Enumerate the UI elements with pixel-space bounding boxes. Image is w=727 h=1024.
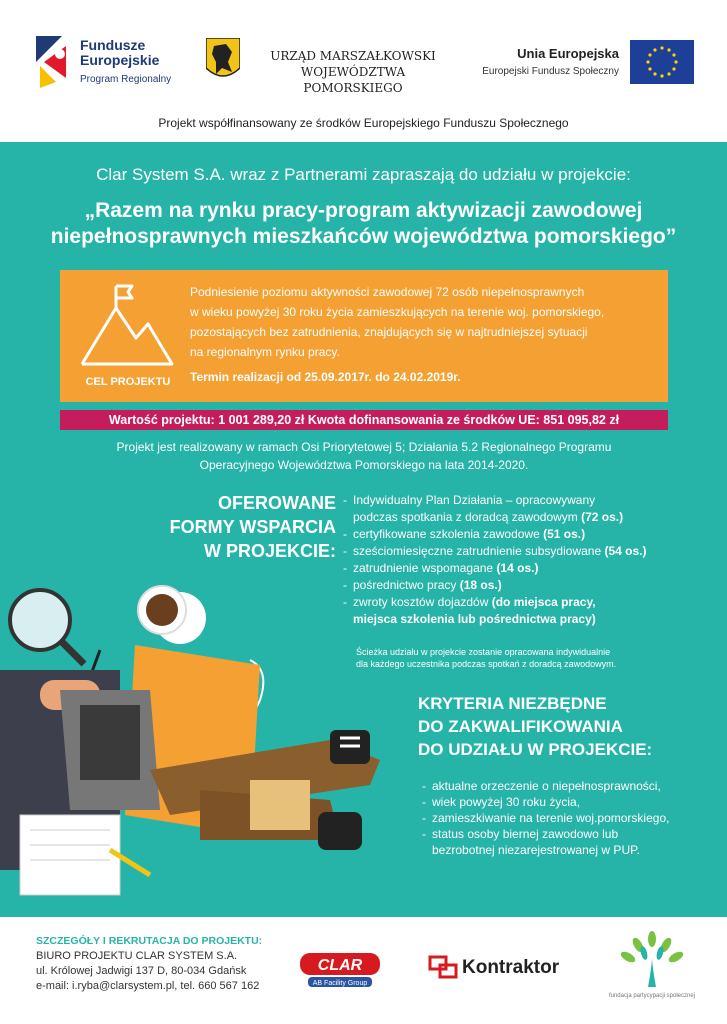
envelope-icon <box>250 780 310 830</box>
kontraktor-text: Kontraktor <box>462 957 560 978</box>
kryteria-heading <box>418 692 652 761</box>
fundacja-logo <box>608 927 696 1017</box>
krit-text: status osoby biernej zawodowo lub <box>432 827 619 841</box>
osi-line1: Projekt jest realizowany w ramach Osi Priorytetowej 5; Działania 5.2 Regionalnego Programu <box>116 440 612 454</box>
ue-title: Unia Europejska <box>517 46 619 61</box>
clar-top: CLAR <box>317 957 363 974</box>
krit-line: KRYTERIA NIEZBĘDNE <box>418 694 607 713</box>
cel-desc-line: pozostających bez zatrudnienia, znajdujących się w najtrudniejszej sytuacji <box>190 325 588 339</box>
support-text: zwroty kosztów dojazdów <box>353 595 492 609</box>
krit-item <box>420 778 710 794</box>
fundacja-caption: fundacja partycypacji społecznej <box>608 993 696 999</box>
path-line2: dla każdego uczestnika podczas spotkań z doradcą zawodowym. <box>356 659 617 669</box>
support-count: (72 os.) <box>581 510 624 524</box>
krit-item <box>420 794 710 810</box>
fundusze-europejskie-logo <box>36 34 196 90</box>
clar-bottom: AB Facility Group <box>312 980 368 987</box>
project-title <box>30 198 697 250</box>
krit-item <box>420 842 710 858</box>
krit-text: aktualne orzeczenie o niepełnosprawności, <box>432 779 661 793</box>
term-text: Termin realizacji od 25.09.2017r. do 24.02.2019r. <box>190 370 461 384</box>
support-count: (18 os.) <box>459 578 502 592</box>
pomorskie-logo <box>206 38 456 95</box>
pomorskie-text <box>258 48 448 96</box>
cel-projektu-box <box>60 270 668 402</box>
pomorskie-line2: WOJEWÓDZTWA POMORSKIEGO <box>300 65 406 95</box>
cel-desc-line: Podniesienie poziomu aktywności zawodowej 72 osób niepełnosprawnych <box>190 285 585 299</box>
cel-desc-line: na regionalnym rynku pracy. <box>190 345 340 359</box>
magnifier-icon <box>10 590 70 650</box>
krit-item <box>420 826 710 842</box>
fe-title: Fundusze Europejskie <box>80 37 160 68</box>
fe-subtitle: Program Regionalny <box>80 74 172 85</box>
footer-address: ul. Królowej Jadwigi 137 D, 80-034 Gdańsk <box>36 965 247 977</box>
footer-office: BIURO PROJEKTU CLAR SYSTEM S.A. <box>36 950 238 962</box>
support-count: miejsca szkolenia lub pośrednictwa pracy) <box>353 612 596 626</box>
footer-contact: e-mail: i.ryba@clarsystem.pl, tel. 660 567 162 <box>36 980 260 992</box>
support-text: sześciomiesięczne zatrudnienie subsydiowane <box>353 544 605 558</box>
project-value-bar: Wartość projektu: 1 001 289,20 zł Kwota dofinansowania ze środków UE: 851 095,82 zł <box>60 410 668 430</box>
krit-line: DO ZAKWALIFIKOWANIA <box>418 717 623 736</box>
osi-text <box>60 438 668 474</box>
cel-description <box>190 282 660 362</box>
support-count: (14 os.) <box>496 561 539 575</box>
griffin-crest-icon <box>206 38 240 84</box>
ofer-line: OFEROWANE <box>217 493 336 513</box>
project-title-line1: „Razem na rynku pracy-program aktywizacji zawodowej <box>84 199 643 222</box>
support-item <box>341 509 701 526</box>
tree-icon <box>608 927 696 991</box>
project-title-line2: niepełnosprawnych mieszkańców województwa pomorskiego” <box>50 225 677 248</box>
ofer-line: FORMY WSPARCIA <box>169 517 336 537</box>
kontraktor-logo <box>428 947 588 987</box>
clar-logo-icon <box>298 951 382 991</box>
laptop-person-illustration <box>0 540 400 917</box>
kryteria-list <box>420 778 710 858</box>
footer <box>0 917 727 1024</box>
ue-subtitle: Europejski Fundusz Społeczny <box>482 66 619 77</box>
support-item <box>341 492 701 509</box>
support-count: (51 os.) <box>543 527 586 541</box>
pomorskie-line1: URZĄD MARSZAŁKOWSKI <box>270 49 436 63</box>
krit-text: zamieszkiwanie na terenie woj.pomorskiego, <box>432 811 670 825</box>
osi-line2: Operacyjnego Województwa Pomorskiego na lata 2014-2020. <box>199 458 529 472</box>
support-count: (do miejsca pracy, <box>491 595 596 609</box>
ofer-line: W PROJEKCIE: <box>203 541 336 561</box>
krit-item <box>420 810 710 826</box>
cel-label: CEL PROJEKTU <box>85 376 171 388</box>
support-text: pośrednictwo pracy <box>353 578 460 592</box>
cel-desc-line: w wieku powyżej 30 roku życia zamieszkujących na terenie woj. pomorskiego, <box>190 305 605 319</box>
cofinanced-note: Projekt współfinansowany ze środków Europejskiego Funduszu Społecznego <box>158 116 569 130</box>
support-text: Indywidualny Plan Działania – opracowywany <box>353 493 596 507</box>
krit-line: DO UDZIAŁU W PROJEKCIE: <box>418 740 653 759</box>
footer-heading: SZCZEGÓŁY I REKRUTACJA DO PROJEKTU: <box>36 935 263 947</box>
clar-system-logo <box>298 951 382 991</box>
unia-europejska-logo <box>478 40 694 88</box>
chat-bubbles-icon <box>428 953 458 983</box>
mountain-flag-icon <box>76 280 176 370</box>
eu-flag-icon <box>630 40 694 84</box>
header <box>0 0 727 140</box>
support-text: certyfikowane szkolenia zawodowe <box>353 527 544 541</box>
invite-text: Clar System S.A. wraz z Partnerami zapraszają do udziału w projekcie: <box>96 165 631 184</box>
path-note <box>356 646 696 670</box>
krit-text: bezrobotnej niezarejestrowanej w PUP. <box>432 843 640 857</box>
support-count: (54 os.) <box>604 544 647 558</box>
support-text: podczas spotkania z doradcą zawodowym <box>353 510 582 524</box>
support-text: zatrudnienie wspomagane <box>353 561 497 575</box>
krit-text: wiek powyżej 30 roku życia, <box>432 795 581 809</box>
path-line1: Ścieżka udziału w projekcie zostanie opracowana indywidualnie <box>356 647 611 657</box>
fe-star-icon <box>36 36 74 88</box>
